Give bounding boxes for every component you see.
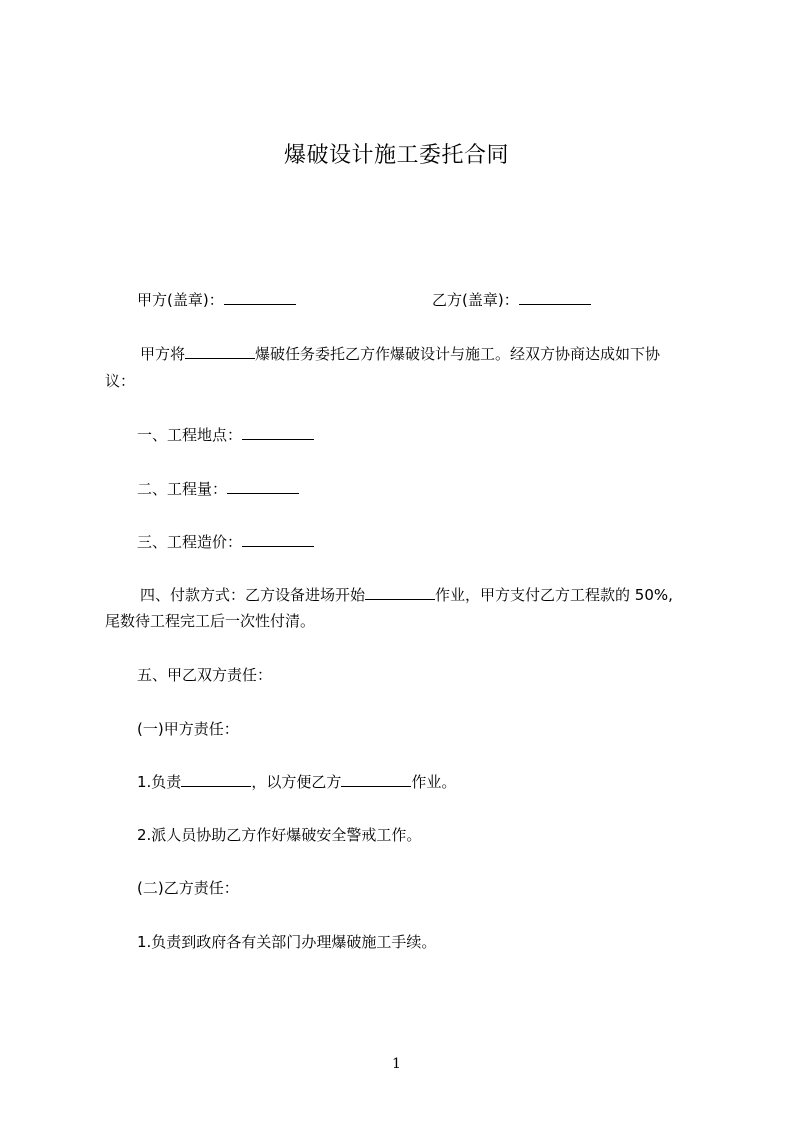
intro-suffix: 爆破任务委托乙方作爆破设计与施工。经双方协商达成如下协: [255, 345, 661, 363]
payment-prefix: 四、付款方式：乙方设备进场开始: [140, 586, 366, 604]
party-b-duty-1: 1.负责到政府各有关部门办理爆破施工手续。: [137, 933, 437, 951]
location-blank: [242, 424, 314, 440]
party-a-seal-line: [137, 289, 296, 311]
payment-suffix: 作业，甲方支付乙方工程款的 50%,: [435, 586, 673, 604]
intro-continued: 议：: [105, 372, 136, 390]
party-b-responsibilities-heading: (二)乙方责任：: [137, 879, 239, 897]
party-b-label: 乙方(盖章)：: [432, 291, 519, 309]
party-a-duty-1: [137, 771, 456, 793]
page-number: 1: [392, 1056, 401, 1072]
party-a-duty-2: 2.派人员协助乙方作好爆破安全警戒工作。: [137, 826, 422, 844]
duty-1-middle: ，以方便乙方: [251, 773, 342, 791]
clause-location-label: 一、工程地点：: [137, 426, 243, 444]
duty-1-suffix: 作业。: [411, 773, 457, 791]
clause-quantity-label: 二、工程量：: [137, 480, 228, 498]
intro-prefix: 甲方将: [140, 345, 186, 363]
quantity-blank: [227, 478, 299, 494]
duty-1-blank-1: [181, 771, 251, 787]
duty-1-blank-2: [341, 771, 411, 787]
party-a-blank: [224, 289, 296, 305]
clause-location: [137, 424, 314, 446]
payment-blank: [365, 584, 435, 600]
task-blank: [185, 343, 255, 359]
party-b-seal-line: [432, 289, 591, 311]
party-b-blank: [519, 289, 591, 305]
cost-blank: [242, 531, 314, 547]
contract-title: 爆破设计施工委托合同: [283, 143, 509, 168]
intro-paragraph: [140, 343, 660, 365]
clause-cost: [137, 531, 314, 553]
clause-payment-continued: 尾数待工程完工后一次性付清。: [105, 612, 316, 630]
clause-cost-label: 三、工程造价：: [137, 533, 243, 551]
party-a-responsibilities-heading: (一)甲方责任：: [137, 720, 239, 738]
duty-1-prefix: 1.负责: [137, 773, 182, 791]
clause-quantity: [137, 478, 299, 500]
clause-payment: [140, 584, 673, 606]
clause-responsibilities: 五、甲乙双方责任：: [137, 666, 273, 684]
party-a-label: 甲方(盖章)：: [137, 291, 224, 309]
